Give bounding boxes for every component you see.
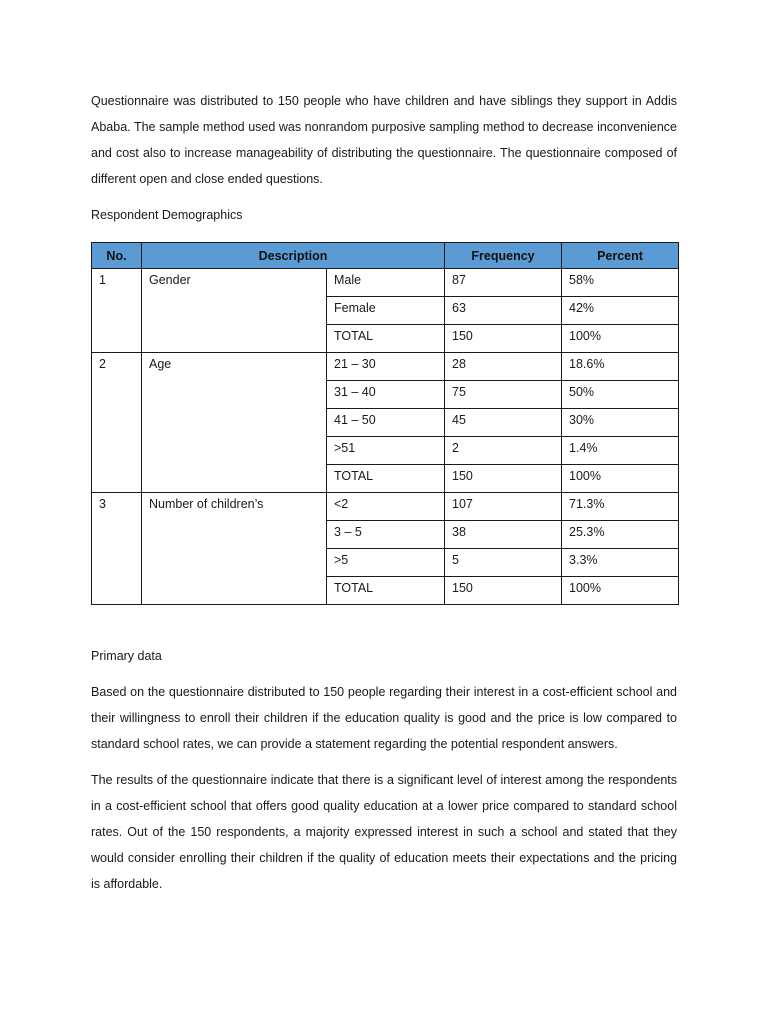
- percent-cell: 42%: [562, 297, 679, 325]
- table-row: [92, 493, 679, 521]
- percent-cell: 3.3%: [562, 549, 679, 577]
- row-number: 2: [92, 353, 142, 493]
- category-cell: 31 – 40: [327, 381, 445, 409]
- percent-cell: 100%: [562, 577, 679, 605]
- category-cell: Male: [327, 269, 445, 297]
- frequency-cell: 45: [445, 409, 562, 437]
- group-label: Gender: [142, 269, 327, 353]
- group-label: Age: [142, 353, 327, 493]
- percent-cell: 50%: [562, 381, 679, 409]
- row-number: 3: [92, 493, 142, 605]
- percent-cell: 100%: [562, 465, 679, 493]
- percent-cell: 1.4%: [562, 437, 679, 465]
- percent-cell: 30%: [562, 409, 679, 437]
- table-row: [92, 269, 679, 297]
- table-header-row: [92, 243, 679, 269]
- percent-cell: 100%: [562, 325, 679, 353]
- frequency-cell: 87: [445, 269, 562, 297]
- group-label: Number of children’s: [142, 493, 327, 605]
- paragraph-2: Based on the questionnaire distributed to 150 people regarding their interest in a cost-efficient school and their willingness to enroll their children if the education quality is good and the price is low compared to standard school rates, we can provide a statement regarding the potential respondent answers.: [91, 685, 677, 751]
- frequency-cell: 150: [445, 465, 562, 493]
- category-cell: TOTAL: [327, 325, 445, 353]
- category-cell: <2: [327, 493, 445, 521]
- frequency-cell: 63: [445, 297, 562, 325]
- frequency-cell: 107: [445, 493, 562, 521]
- percent-cell: 58%: [562, 269, 679, 297]
- document-body: [91, 88, 677, 897]
- intro-paragraph: Questionnaire was distributed to 150 people who have children and have siblings they support in Addis Ababa. The sample method used was nonrandom purposive sampling method to decrease inconvenience and cost also to increase manageability of distributing the questionnaire. The questionnaire composed of different open and close ended questions.: [91, 94, 677, 186]
- percent-cell: 18.6%: [562, 353, 679, 381]
- header-no: No.: [92, 243, 142, 269]
- percent-cell: 71.3%: [562, 493, 679, 521]
- demographics-table: [91, 242, 679, 605]
- row-number: 1: [92, 269, 142, 353]
- table-row: [92, 353, 679, 381]
- paragraph-3: The results of the questionnaire indicate that there is a significant level of interest among the respondents in a cost-efficient school that offers good quality education at a lower price compared to standard school rates. Out of the 150 respondents, a majority expressed interest in such a school and stated that they would consider enrolling their children if the quality of education meets their expectations and the pricing is affordable.: [91, 773, 677, 891]
- frequency-cell: 150: [445, 577, 562, 605]
- category-cell: 41 – 50: [327, 409, 445, 437]
- category-cell: TOTAL: [327, 577, 445, 605]
- frequency-cell: 5: [445, 549, 562, 577]
- percent-cell: 25.3%: [562, 521, 679, 549]
- header-description: Description: [142, 243, 445, 269]
- frequency-cell: 2: [445, 437, 562, 465]
- frequency-cell: 38: [445, 521, 562, 549]
- table-heading: Respondent Demographics: [91, 208, 243, 222]
- category-cell: >5: [327, 549, 445, 577]
- header-percent: Percent: [562, 243, 679, 269]
- header-frequency: Frequency: [445, 243, 562, 269]
- table-body: [92, 269, 679, 605]
- frequency-cell: 75: [445, 381, 562, 409]
- category-cell: >51: [327, 437, 445, 465]
- category-cell: Female: [327, 297, 445, 325]
- category-cell: 21 – 30: [327, 353, 445, 381]
- category-cell: TOTAL: [327, 465, 445, 493]
- frequency-cell: 150: [445, 325, 562, 353]
- category-cell: 3 – 5: [327, 521, 445, 549]
- primary-data-heading: Primary data: [91, 649, 162, 663]
- frequency-cell: 28: [445, 353, 562, 381]
